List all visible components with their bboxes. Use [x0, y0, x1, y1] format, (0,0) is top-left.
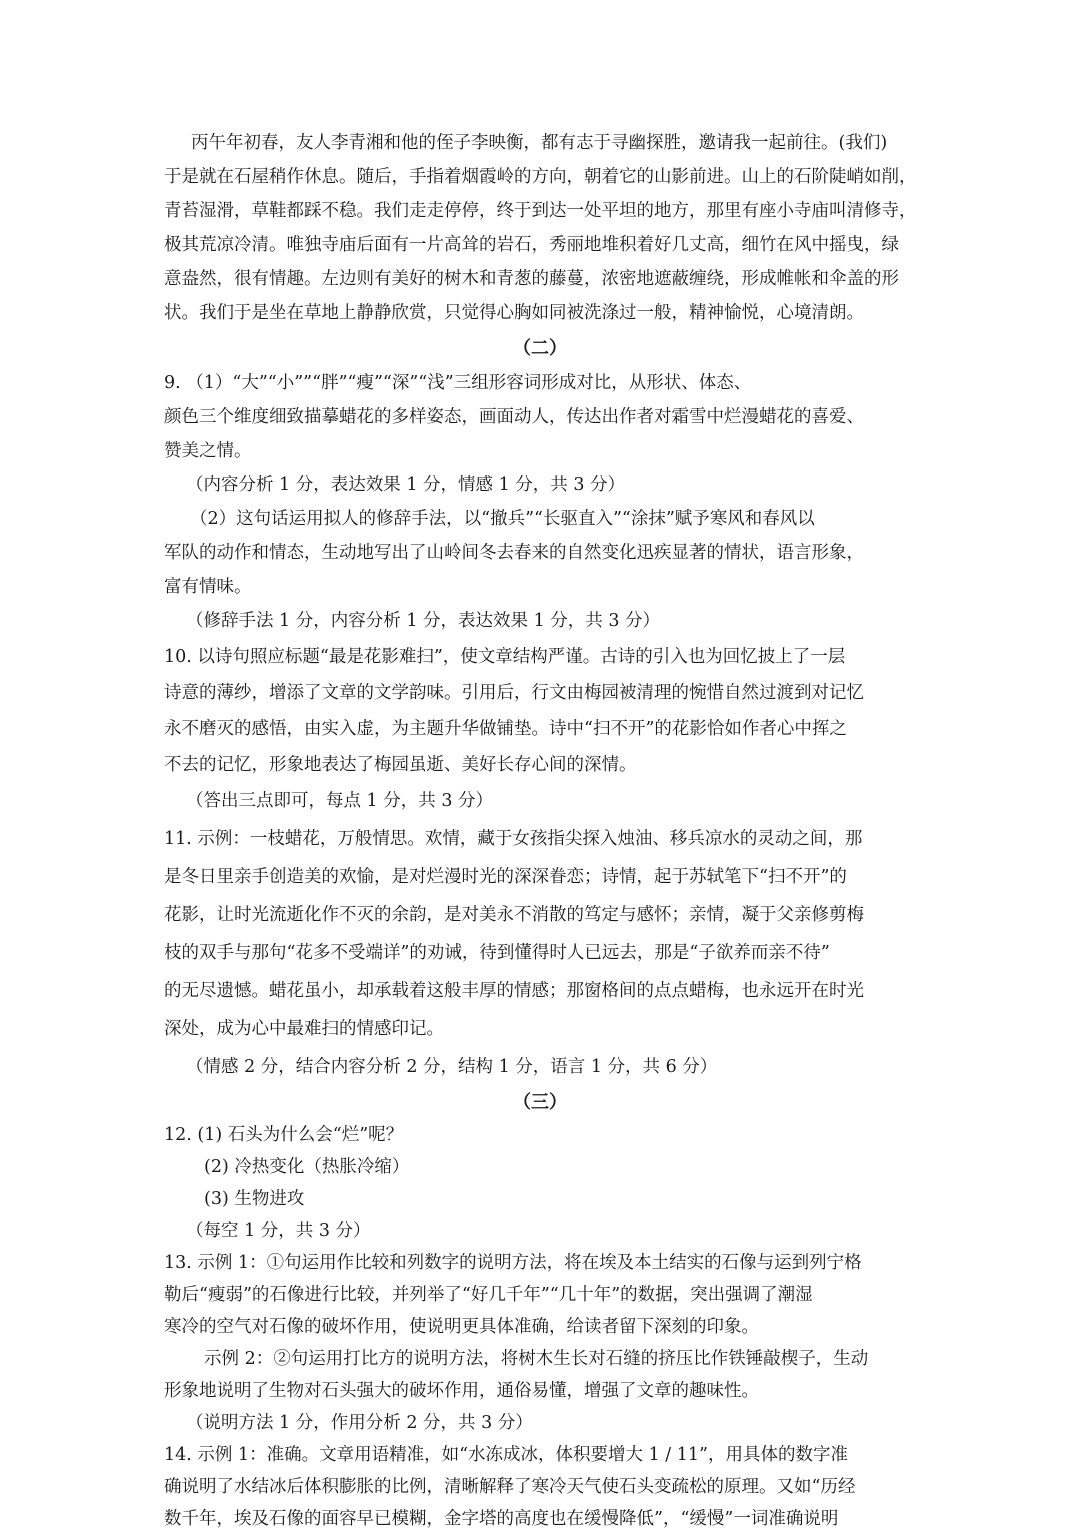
translation-line: 青苔湿滑，草鞋都踩不稳。我们走走停停，终于到达一处平坦的地方，那里有座小寺庙叫清修寺， [164, 201, 917, 221]
q11-score: （情感 2 分，结合内容分析 2 分，结构 1 分，语言 1 分，共 6 分） [186, 1057, 718, 1077]
q13-line: 形象地说明了生物对石头强大的破坏作用，通俗易懂，增强了文章的趣味性。 [164, 1381, 759, 1401]
q10-score: （答出三点即可，每点 1 分，共 3 分） [186, 791, 494, 811]
q10-line: 不去的记忆，形象地表达了梅园虽逝、美好长存心间的深情。 [164, 755, 637, 775]
q10-line: 永不磨灭的感悟，由实入虚，为主题升华做铺垫。诗中“扫不开”的花影恰如作者心中挥之 [164, 719, 847, 739]
q11-line: 是冬日里亲手创造美的欢愉，是对烂漫时光的深深眷恋；诗情，起于苏轼笔下“扫不开”的 [164, 867, 847, 887]
q13-score: （说明方法 1 分，作用分析 2 分，共 3 分） [186, 1413, 533, 1433]
translation-line: 极其荒凉冷清。唯独寺庙后面有一片高耸的岩石，秀丽地堆积着好几丈高，细竹在风中摇曳，绿 [164, 235, 899, 255]
q11-line: 花影，让时光流逝化作不灭的余韵，是对美永不消散的笃定与感怀；亲情，凝于父亲修剪梅 [164, 905, 864, 925]
q9-part2-score: （修辞手法 1 分，内容分析 1 分，表达效果 1 分，共 3 分） [186, 611, 661, 631]
q9-part1-line: 9. （1）“大”“小””“胖”“瘦”“深”“浅”三组形容词形成对比，从形状、体态、 [164, 373, 752, 393]
q14-line: 数千年，埃及石像的面容早已模糊，金字塔的高度也在缓慢降低”，“缓慢”一词准确说明 [164, 1509, 839, 1529]
q9-part2-line: 军队的动作和情态，生动地写出了山岭间冬去春来的自然变化迅疾显著的情状，语言形象， [164, 543, 864, 563]
translation-line: 丙午年初春，友人李青湘和他的侄子李映衡，都有志于寻幽探胜，邀请我一起前往。(我们) [191, 133, 888, 153]
translation-line: 意盎然，很有情趣。左边则有美好的树木和青葱的藤蔓，浓密地遮蔽缠绕，形成帷帐和伞盖的形 [164, 269, 899, 289]
q13-line: 寒冷的空气对石像的破坏作用，使说明更具体准确，给读者留下深刻的印象。 [164, 1317, 759, 1337]
q11-line: 深处，成为心中最难扫的情感印记。 [164, 1019, 444, 1039]
q14-line: 确说明了水结冰后体积膨胀的比例，清晰解释了寒冷天气使石头变疏松的原理。又如“历经 [164, 1477, 856, 1497]
q9-part1-line: 赞美之情。 [164, 441, 252, 461]
q12-line: (2) 冷热变化（热胀冷缩） [204, 1157, 410, 1177]
q11-line: 枝的双手与那句“花多不受端详”的劝诫，待到懂得时人已远去，那是“子欲养而亲不待” [164, 943, 830, 963]
q12-score: （每空 1 分，共 3 分） [186, 1221, 371, 1241]
q13-line: 示例 2：②句运用打比方的说明方法，将树木生长对石缝的挤压比作铁锤敲楔子，生动 [204, 1349, 869, 1369]
q10-line: 10. 以诗句照应标题“最是花影难扫”，使文章结构严谨。古诗的引入也为回忆披上了一层 [164, 647, 846, 667]
translation-line: 于是就在石屋稍作休息。随后，手指着烟霞岭的方向，朝着它的山影前进。山上的石阶陡峭如削， [164, 167, 917, 187]
q9-part2-line: （2）这句话运用拟人的修辞手法，以“撤兵”“长驱直入”“涂抹”赋予寒风和春风以 [190, 509, 815, 529]
q9-part1-score: （内容分析 1 分，表达效果 1 分，情感 1 分，共 3 分） [186, 475, 626, 495]
q11-line: 的无尽遗憾。蜡花虽小，却承载着这般丰厚的情感；那窗格间的点点蜡梅，也永远开在时光 [164, 981, 864, 1001]
q13-line: 勒后“瘦弱”的石像进行比较，并列举了“好几千年”“几十年”的数据，突出强调了潮湿 [164, 1285, 813, 1305]
section-three-heading: （三） [513, 1092, 567, 1113]
translation-line: 状。我们于是坐在草地上静静欣赏，只觉得心胸如同被洗涤过一般，精神愉悦，心境清朗。 [164, 303, 864, 323]
q14-line: 14. 示例 1：准确。文章用语精准，如“水冻成冰，体积要增大 1 / 11”，用具体的数字准 [164, 1445, 848, 1465]
section-two-heading: （二） [513, 338, 567, 359]
q12-line: (3) 生物进攻 [204, 1189, 305, 1209]
q9-part1-line: 颜色三个维度细致描摹蜡花的多样姿态，画面动人，传达出作者对霜雪中烂漫蜡花的喜爱、 [164, 407, 864, 427]
q13-line: 13. 示例 1：①句运用作比较和列数字的说明方法，将在埃及本土结实的石像与运到列宁格 [164, 1253, 862, 1273]
q12-line: 12. (1) 石头为什么会“烂”呢？ [164, 1125, 404, 1145]
q10-line: 诗意的薄纱，增添了文章的文学韵味。引用后，行文由梅园被清理的惋惜自然过渡到对记忆 [164, 683, 864, 703]
q9-part2-line: 富有情味。 [164, 577, 252, 597]
q11-line: 11. 示例：一枝蜡花，万般情思。欢情，藏于女孩指尖探入烛油、移兵凉水的灵动之间，那 [164, 829, 863, 849]
